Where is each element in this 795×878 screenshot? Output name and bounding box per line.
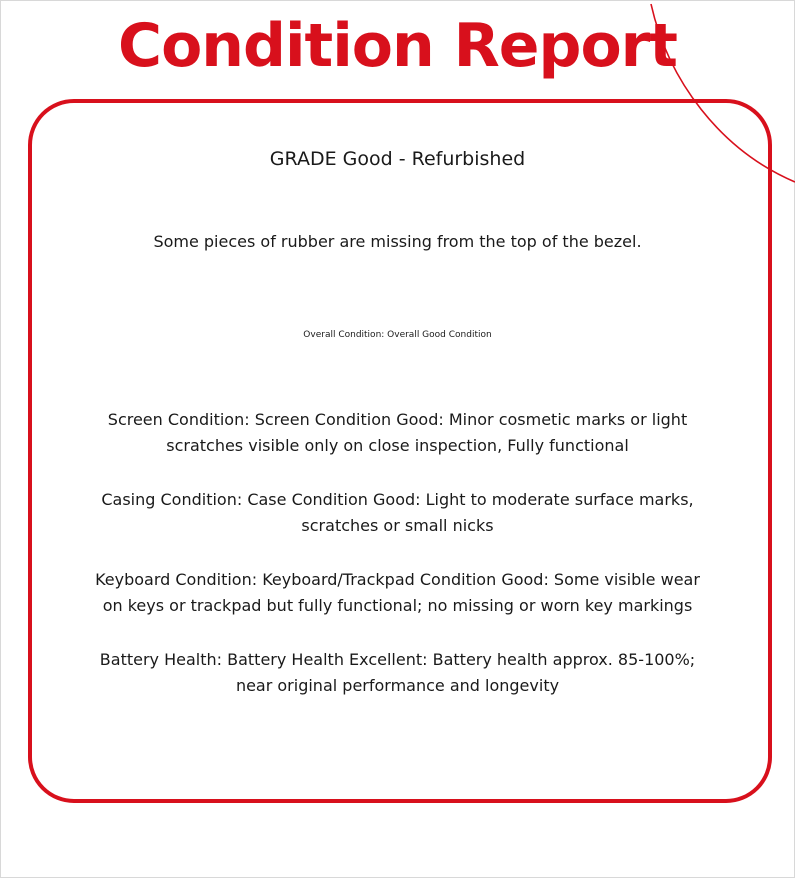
keyboard-condition	[70, 567, 725, 619]
casing-condition-line2: scratches or small nicks	[301, 516, 494, 535]
screen-condition-line1: Screen Condition: Screen Condition Good: Minor cosmetic marks or light	[107, 410, 688, 429]
battery-health-line2: near original performance and longevity	[235, 676, 560, 695]
keyboard-condition-line1: Keyboard Condition: Keyboard/Trackpad Condition Good: Some visible wear	[95, 570, 700, 589]
grade-label: GRADE Good - Refurbished	[269, 148, 526, 170]
overall-condition: Overall Condition: Overall Good Condition	[303, 330, 492, 340]
page-title: Condition Report	[118, 11, 677, 81]
condition-note: Some pieces of rubber are missing from the top of the bezel.	[153, 232, 642, 251]
keyboard-condition-line2: on keys or trackpad but fully functional; no missing or worn key markings	[102, 596, 693, 615]
casing-condition	[70, 487, 725, 539]
battery-health-line1: Battery Health: Battery Health Excellent: Battery health approx. 85-100%;	[99, 650, 696, 669]
screen-condition	[70, 407, 725, 459]
condition-list	[70, 407, 725, 727]
casing-condition-line1: Casing Condition: Case Condition Good: Light to moderate surface marks,	[101, 490, 694, 509]
screen-condition-line2: scratches visible only on close inspection, Fully functional	[166, 436, 629, 455]
battery-health	[70, 647, 725, 699]
